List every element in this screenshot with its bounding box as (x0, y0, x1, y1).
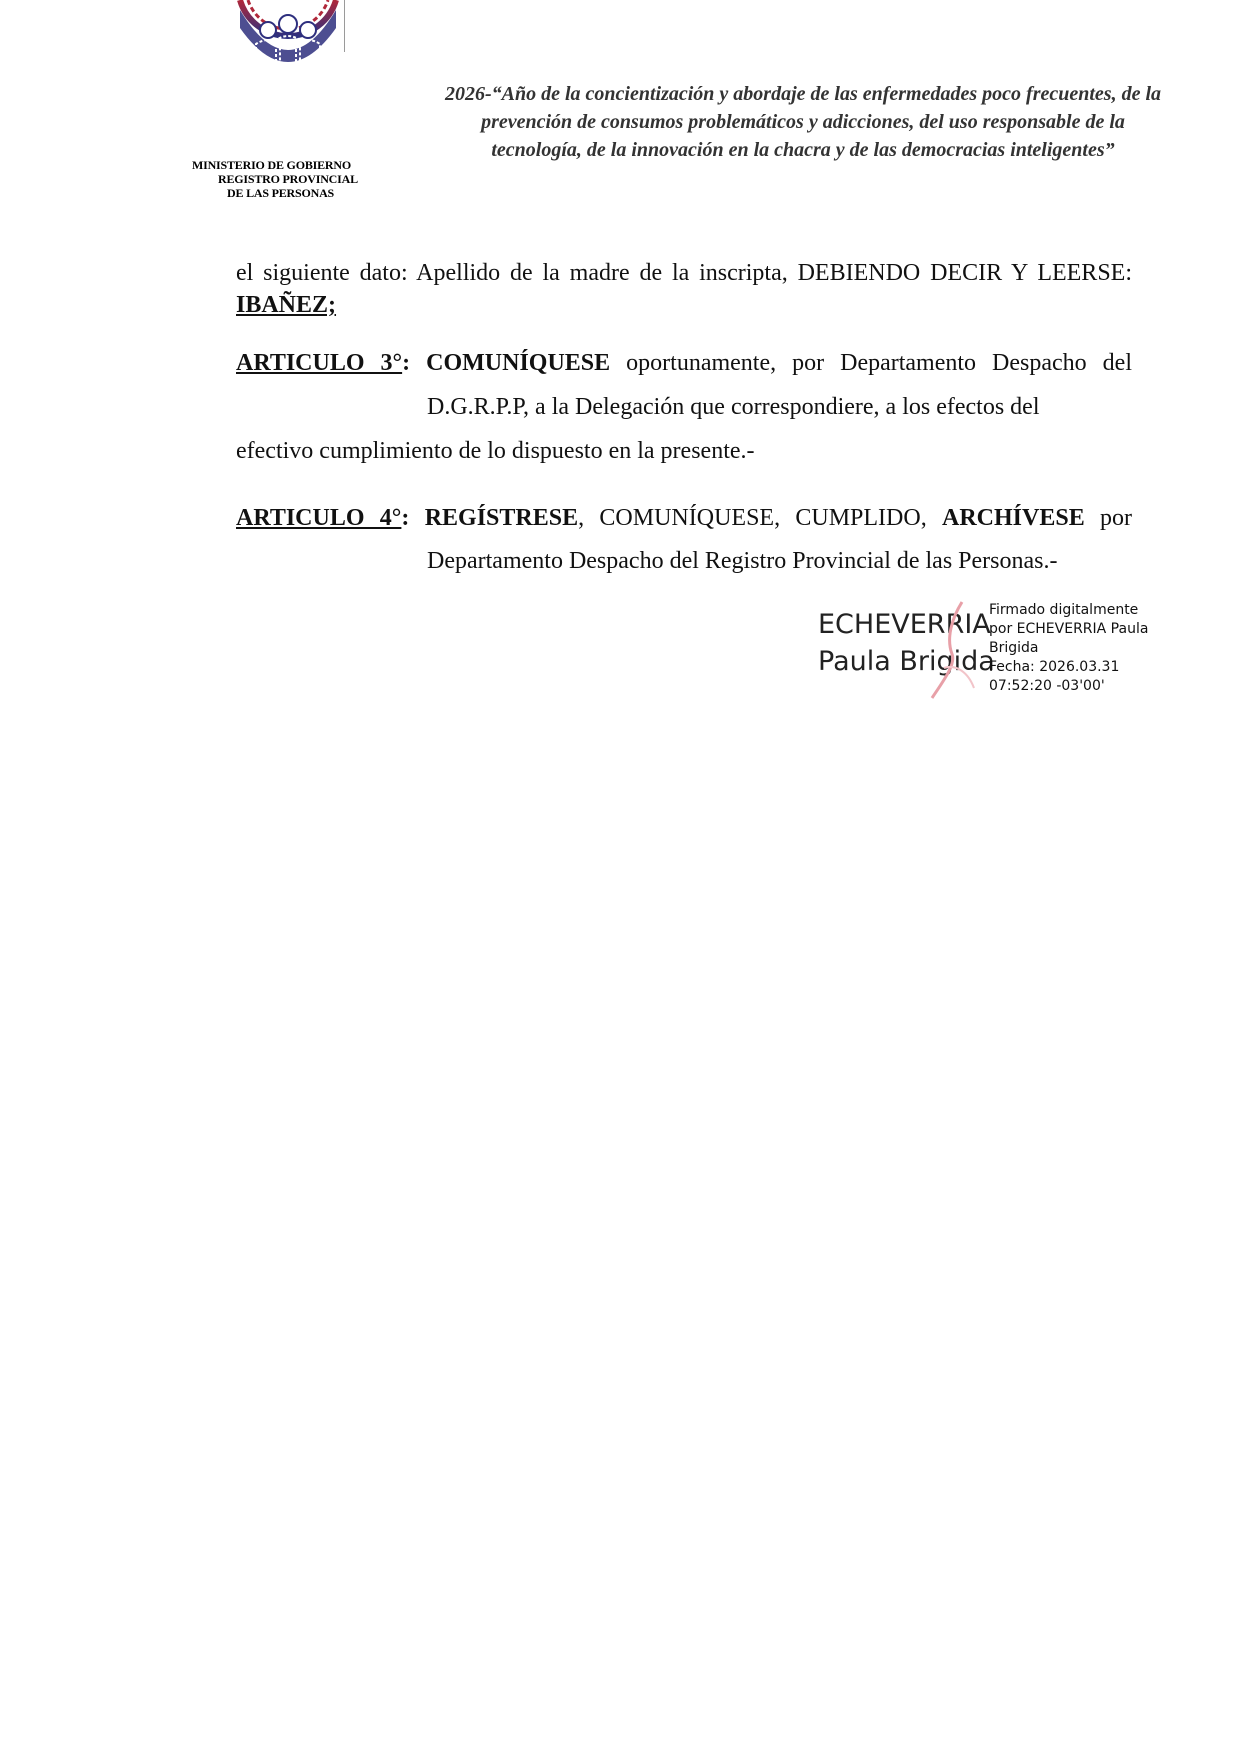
institution-logo-icon (232, 0, 344, 74)
article-4-line-2: Departamento Despacho del Registro Provincial de las Personas.- (427, 548, 1058, 574)
motto-line-2: prevención de consumos problemáticos y adicciones, del uso responsable de la (481, 111, 1125, 133)
signature-date: Fecha: 2026.03.31 (989, 659, 1120, 675)
article-4-rest: por (1084, 505, 1133, 531)
article-3-label: ARTICULO 3° (236, 350, 403, 376)
article-3-colon: : (402, 350, 411, 376)
signature-info-line-3: Brigida (989, 640, 1039, 656)
year-motto (418, 80, 1188, 164)
article-3-line-1 (236, 348, 1132, 378)
article-4-colon: : (401, 505, 410, 531)
ministry-heading (192, 158, 358, 200)
motto-line-3: tecnología, de la innovación en la chacra y de las democracias inteligentes” (491, 139, 1115, 161)
article-3-rest: oportunamente, por Departamento Despacho del (610, 350, 1132, 376)
article-4-verb-2: ARCHÍVESE (942, 505, 1085, 531)
article-4-mid: , COMUNÍQUESE, CUMPLIDO, (578, 505, 943, 531)
signature-info-line-2: por ECHEVERRIA Paula (989, 621, 1149, 637)
signature-time: 07:52:20 -03'00' (989, 678, 1105, 694)
signer-name-line-1: ECHEVERRIA (818, 609, 991, 640)
ministry-line-2: REGISTRO PROVINCIAL (218, 172, 358, 186)
article-3-verb: COMUNÍQUESE (426, 350, 611, 376)
motto-line-1: 2026-“Año de la concientización y abordaje de las enfermedades poco frecuentes, de la (444, 83, 1161, 105)
signature-details (989, 601, 1148, 696)
signature-stroke-icon (922, 598, 982, 702)
header-divider (344, 0, 345, 52)
signature-info-line-1: Firmado digitalmente (989, 602, 1139, 618)
article-3-line-2: D.G.R.P.P, a la Delegación que correspondiere, a los efectos del (427, 394, 1040, 420)
article-4-line-1 (236, 503, 1132, 533)
ministry-line-3: DE LAS PERSONAS (227, 186, 335, 200)
mother-surname-value (236, 290, 1132, 320)
ministry-line-1: MINISTERIO DE GOBIERNO (192, 158, 351, 172)
paragraph-line-1: el siguiente dato: Apellido de la madre de la inscripta, DEBIENDO DECIR Y LEERSE: (236, 260, 1132, 286)
article-3-line-3: efectivo cumplimiento de lo dispuesto en la presente.- (236, 438, 755, 464)
article-4-verb-1: REGÍSTRESE (424, 505, 579, 531)
article-4-label: ARTICULO 4° (236, 505, 402, 531)
signer-name-line-2: Paula Brigida (818, 646, 995, 677)
surname-value: IBAÑEZ; (236, 292, 337, 318)
